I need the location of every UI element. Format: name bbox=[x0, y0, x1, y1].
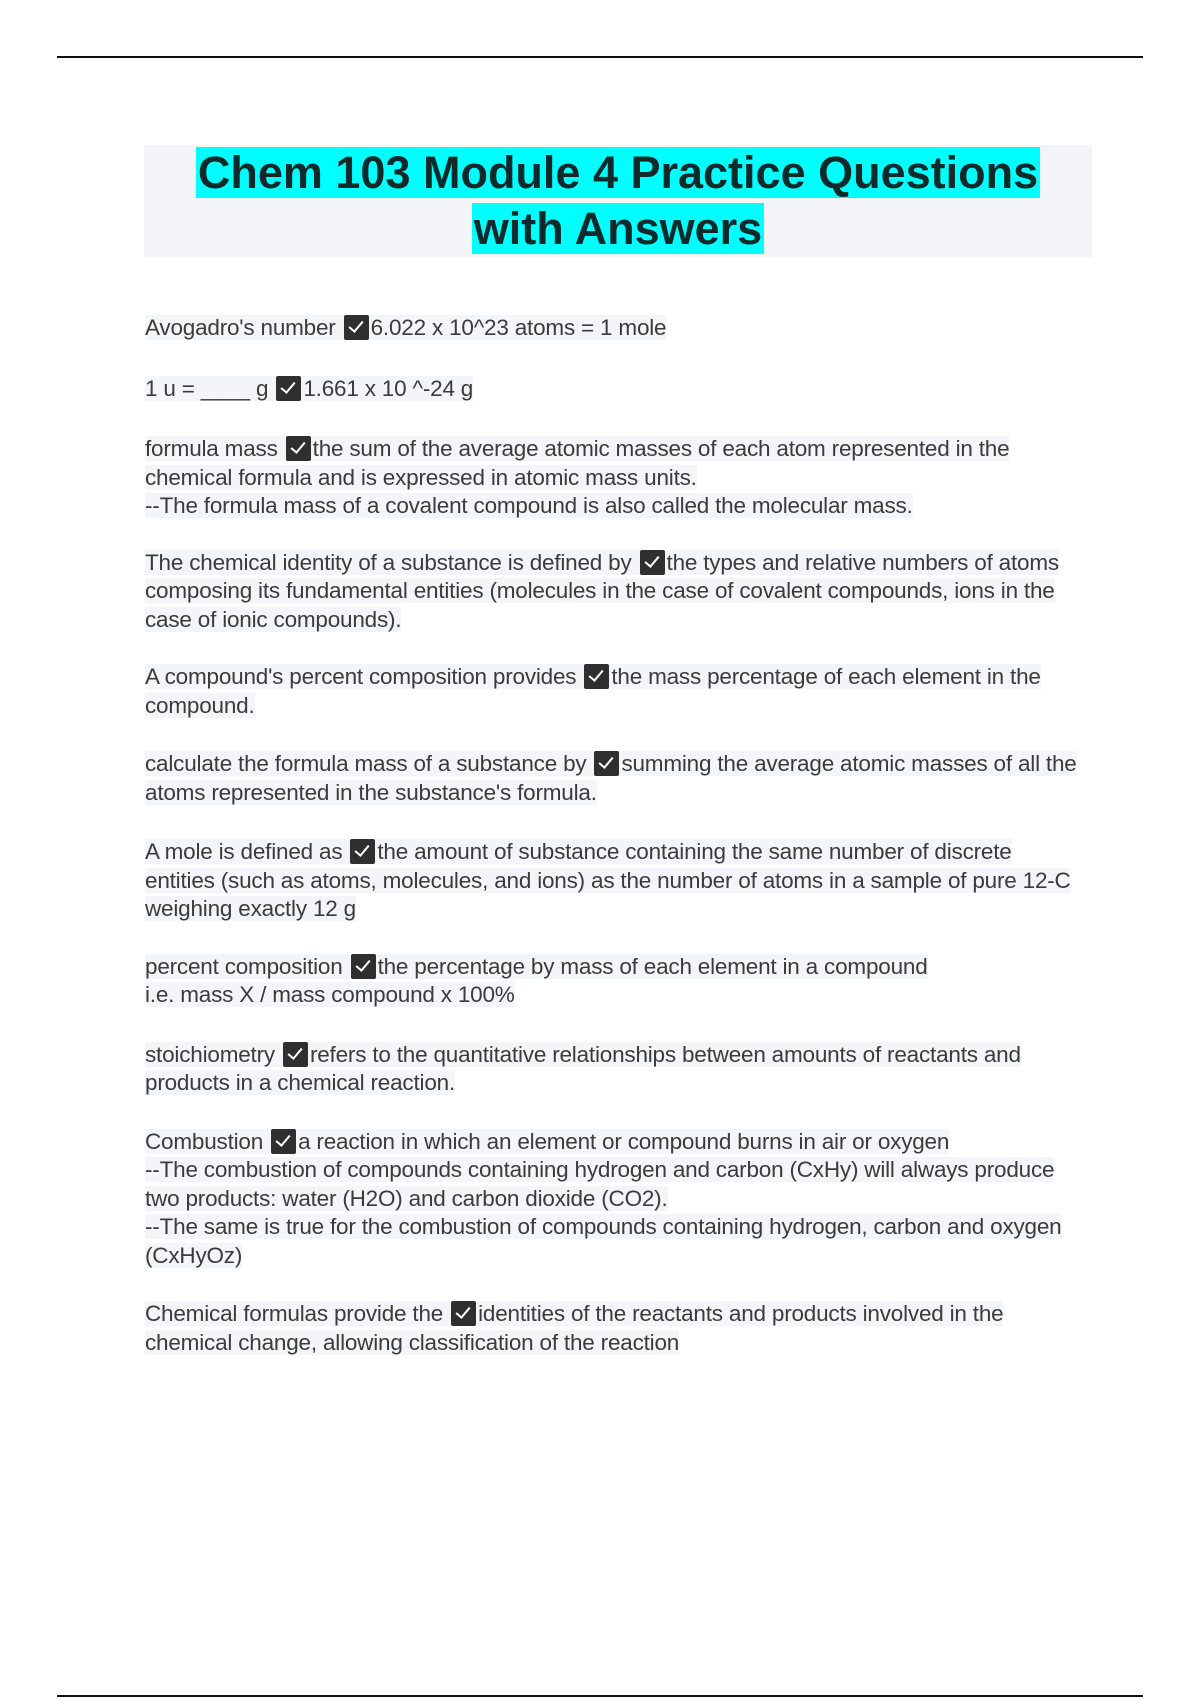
title-line-1: Chem 103 Module 4 Practice Questions bbox=[197, 147, 1039, 198]
qa-item bbox=[145, 1041, 1085, 1098]
question-text: 1 u = ____ g bbox=[145, 375, 269, 401]
answer-text: a reaction in which an element or compound burns in air or oxygen --The combustion of compounds containing hydrogen and carbon (CxHy) will always produce two products: water (H2O) and carbon dioxide (CO2). --The same is true for the combustion of compounds containing hydrogen, carbon and oxygen (CxHyOz) bbox=[145, 1128, 1062, 1268]
answer-text: 1.661 x 10 ^-24 g bbox=[303, 375, 474, 401]
qa-item bbox=[145, 1128, 1085, 1271]
bottom-rule bbox=[57, 1695, 1143, 1697]
qa-item bbox=[145, 549, 1085, 635]
answer-text: 6.022 x 10^23 atoms = 1 mole bbox=[370, 315, 667, 340]
question-text: percent composition bbox=[145, 953, 343, 979]
top-rule bbox=[57, 56, 1143, 58]
qa-list bbox=[145, 314, 1085, 1357]
answer-text: summing the average atomic masses of all the atoms represented in the substance's formula. bbox=[145, 751, 1077, 805]
qa-item bbox=[145, 838, 1085, 924]
answer-text: the sum of the average atomic masses of each atom represented in the chemical formula and is expressed in atomic mass units. --The formula mass of a covalent compound is also called the molecular mass. bbox=[145, 436, 1010, 518]
answer-text: the mass percentage of each element in the compound. bbox=[145, 664, 1041, 718]
check-box-icon bbox=[451, 1301, 476, 1326]
question-text: stoichiometry bbox=[145, 1041, 275, 1067]
answer-text: identities of the reactants and products involved in the chemical change, allowing classification of the reaction bbox=[145, 1301, 1004, 1355]
check-box-icon bbox=[640, 550, 665, 575]
qa-item bbox=[145, 314, 1085, 343]
question-text: calculate the formula mass of a substance by bbox=[145, 751, 587, 776]
check-box-icon bbox=[350, 839, 375, 864]
qa-item bbox=[145, 1300, 1085, 1357]
question-text: A compound's percent composition provides bbox=[145, 664, 577, 689]
question-text: A mole is defined as bbox=[145, 839, 343, 864]
qa-item bbox=[145, 750, 1085, 807]
answer-text: the amount of substance containing the same number of discrete entities (such as atoms, molecules, and ions) as the number of atoms in a sample of pure 12-C weighing exactly 12 g bbox=[145, 839, 1071, 921]
check-box-icon bbox=[584, 664, 609, 689]
answer-text: the types and relative numbers of atoms composing its fundamental entities (molecules in the case of covalent compounds, ions in the case of ionic compounds). bbox=[145, 549, 1059, 632]
check-box-icon bbox=[351, 954, 376, 979]
qa-item bbox=[145, 435, 1085, 521]
check-box-icon bbox=[276, 376, 301, 401]
qa-item bbox=[145, 953, 1085, 1010]
check-box-icon bbox=[344, 315, 369, 340]
question-text: Combustion bbox=[145, 1128, 264, 1154]
answer-text: the percentage by mass of each element in a compound i.e. mass X / mass compound x 100% bbox=[145, 953, 928, 1007]
question-text: Chemical formulas provide the bbox=[145, 1301, 444, 1326]
check-box-icon bbox=[283, 1042, 308, 1067]
question-text: The chemical identity of a substance is defined by bbox=[145, 549, 632, 575]
answer-text: refers to the quantitative relationships between amounts of reactants and products in a chemical reaction. bbox=[145, 1041, 1021, 1095]
title-line-2: with Answers bbox=[473, 203, 763, 254]
qa-item bbox=[145, 663, 1085, 720]
check-box-icon bbox=[271, 1129, 296, 1154]
question-text: formula mass bbox=[145, 436, 278, 461]
check-box-icon bbox=[286, 436, 311, 461]
question-text: Avogadro's number bbox=[145, 315, 336, 340]
check-box-icon bbox=[594, 751, 619, 776]
qa-item bbox=[145, 375, 1085, 404]
document-title bbox=[144, 145, 1092, 257]
